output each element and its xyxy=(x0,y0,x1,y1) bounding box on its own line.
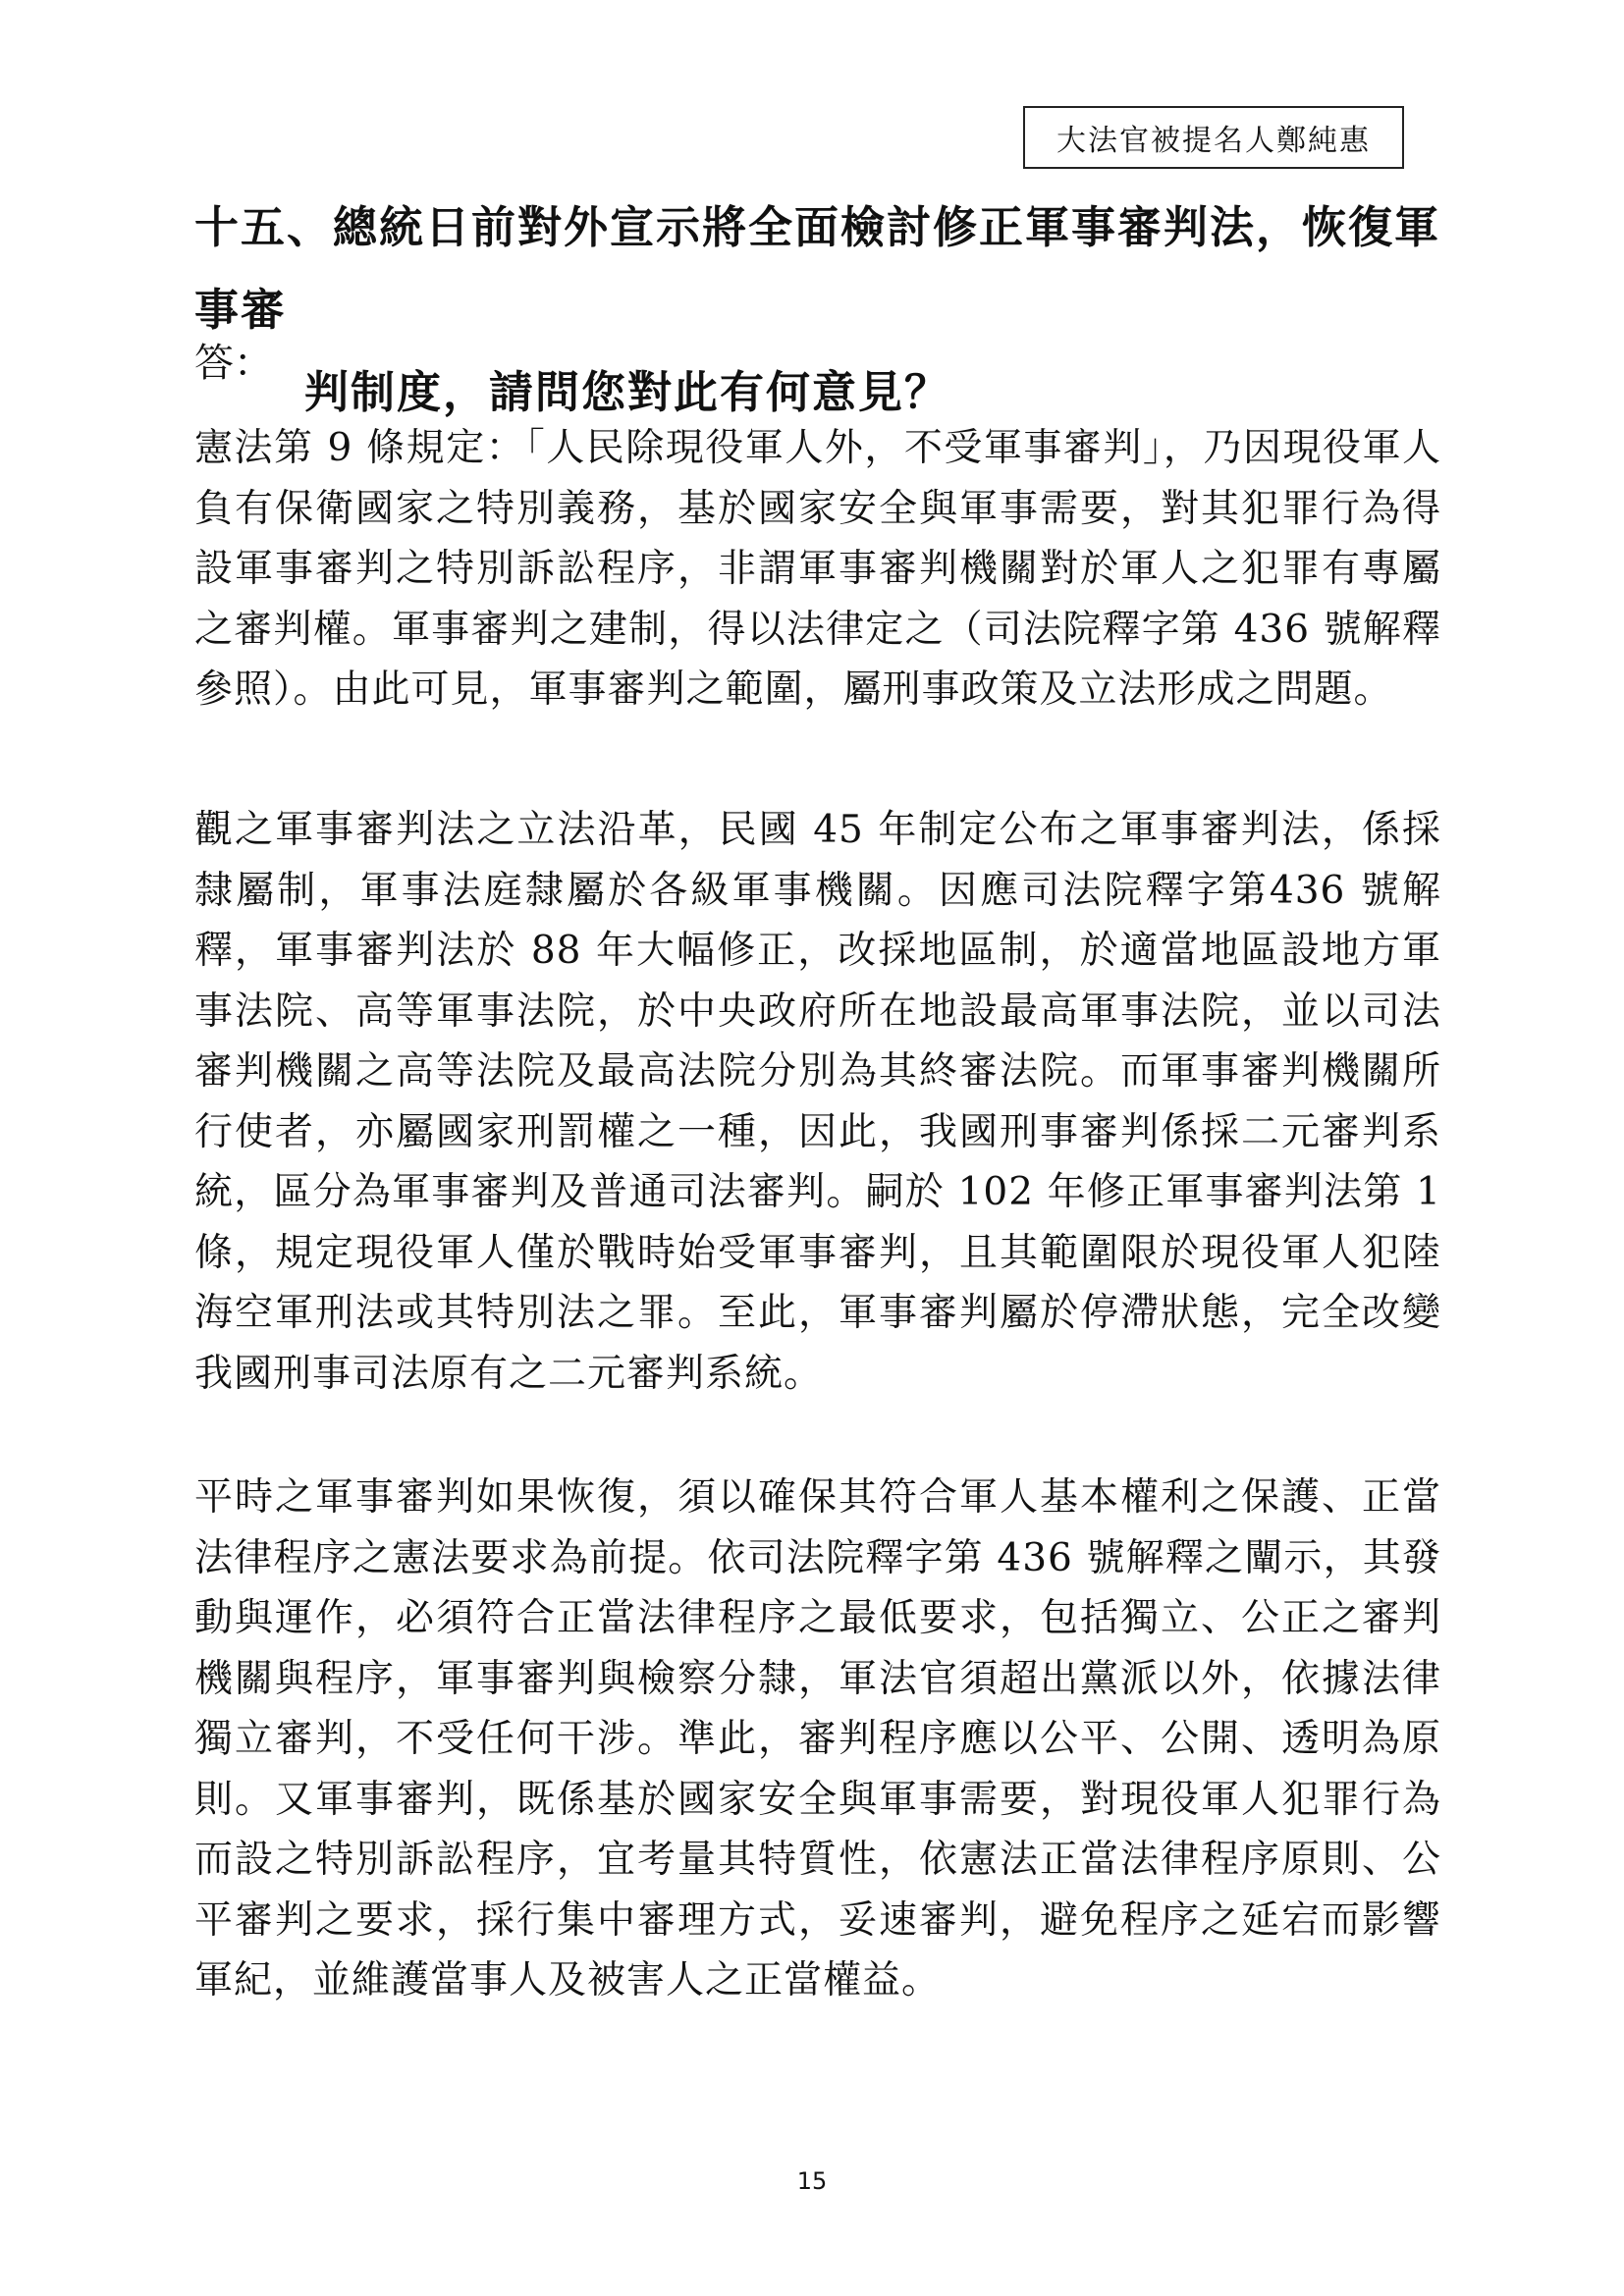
page-number: 15 xyxy=(796,2167,828,2195)
paragraph-1: 憲法第 9 條規定：「人民除現役軍人外，不受軍事審判」，乃因現役軍人負有保衛國家之特別義務，基於國家安全與軍事需要，對其犯罪行為得設軍事審判之特別訴訟程序，非謂軍事審判機關對於軍人之犯罪有專屬之審判權。軍事審判之建制，得以法律定之（司法院釋字第 436 號解釋參照）。由此可見，軍事審判之範圍，屬刑事政策及立法形成之問題。 xyxy=(194,426,1441,712)
question-line-2: 判制度，請問您對此有何意見？ xyxy=(304,366,951,418)
paragraph-2: 觀之軍事審判法之立法沿革，民國 45 年制定公布之軍事審判法，係採隸屬制，軍事法庭隸屬於各級軍事機關。因應司法院釋字第436 號解釋，軍事審判法於 88 年大幅修正，改採地區制，於適當地區設地方軍事法院、高等軍事法院，於中央政府所在地設最高軍事法院，並以司法審判機關之高等法院及最高法院分別為其終審法院。而軍事審判機關所行使者，亦屬國家刑罰權之一種，因此，我國刑事審判係採二元審判系統，區分為軍事審判及普通司法審判。嗣於 102 年修正軍事審判法第 1 條，規定現役軍人僅於戰時始受軍事審判，且其範圍限於現役軍人犯陸海空軍刑法或其特別法之罪。至此，軍事審判屬於停滯狀態，完全改變我國刑事司法原有之二元審判系統。 xyxy=(194,808,1441,1396)
nominee-header-label: 大法官被提名人鄭純惠 xyxy=(1023,106,1404,169)
answer-label: 答： xyxy=(194,341,273,386)
question-line-1: 十五、總統日前對外宣示將全面檢討修正軍事審判法，恢復軍事審 xyxy=(194,201,1441,336)
question-heading xyxy=(194,187,1441,434)
paragraph-3: 平時之軍事審判如果恢復，須以確保其符合軍人基本權利之保護、正當法律程序之憲法要求為前提。依司法院釋字第 436 號解釋之闡示，其發動與運作，必須符合正當法律程序之最低要求，包括獨立、公正之審判機關與程序，軍事審判與檢察分隸，軍法官須超出黨派以外，依據法律獨立審判，不受任何干涉。準此，審判程序應以公平、公開、透明為原則。又軍事審判，既係基於國家安全與軍事需要，對現役軍人犯罪行為而設之特別訴訟程序，宜考量其特質性，依憲法正當法律程序原則、公平審判之要求，採行集中審理方式，妥速審判，避免程序之延宕而影響軍紀，並維護當事人及被害人之正當權益。 xyxy=(194,1475,1441,2002)
